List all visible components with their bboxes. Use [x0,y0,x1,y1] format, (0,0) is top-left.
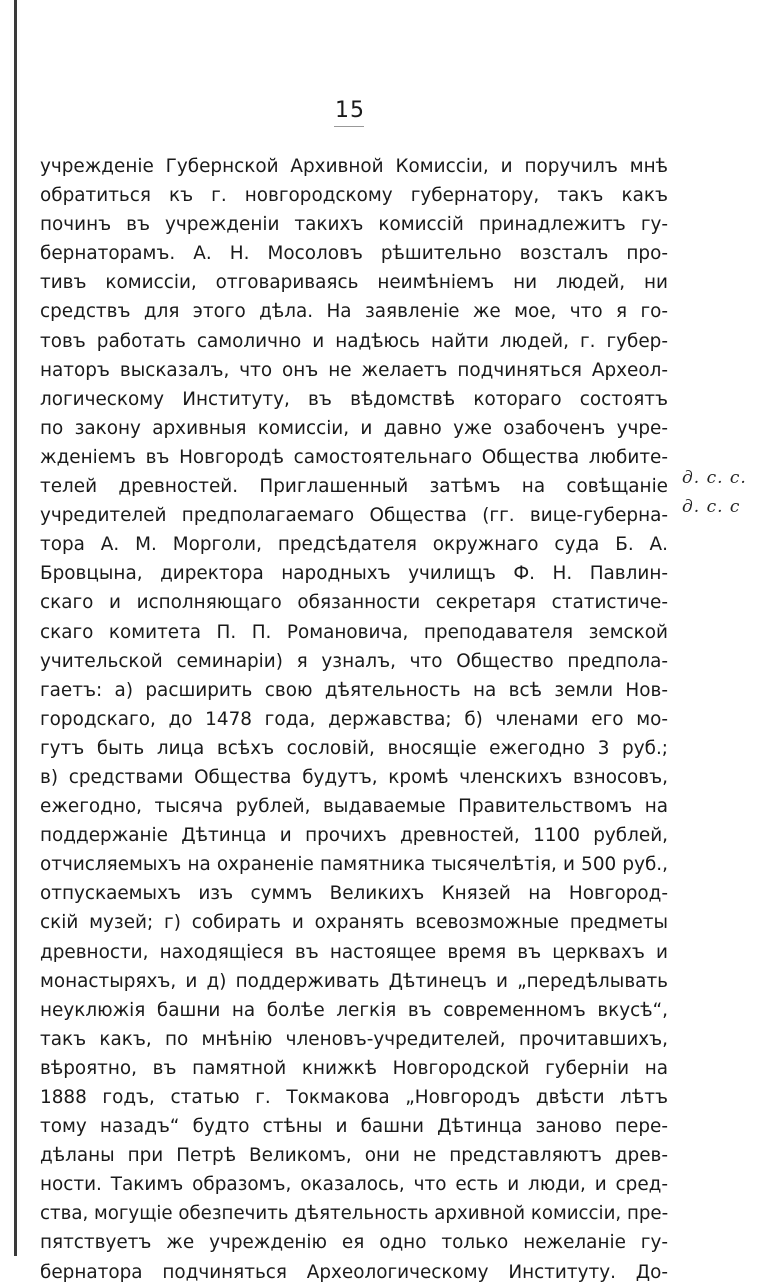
text-line: обратиться къ г. новгородскому губернатору, такъ какъ [40,185,668,207]
text-line: пятствуетъ же учрежденію ея одно только нежеланіе гу- [40,1232,668,1254]
margin-note: д. с. с. [682,468,747,488]
text-line: учительской семинаріи) я узналъ, что Общество предпола- [40,650,668,672]
text-line: товъ работать самолично и надѣюсь найти людей, г. губер- [40,330,668,352]
text-line: такъ какъ, по мнѣнію членовъ-учредителей, прочитавшихъ, [40,1028,668,1050]
body-text [40,152,668,1287]
text-line: дѣланы при Петрѣ Великомъ, они не представляютъ древ- [40,1145,668,1167]
text-line: тора А. М. Морголи, предсѣдателя окружнаго суда Б. А. [40,534,668,556]
text-line: ежегодно, тысяча рублей, выдаваемые Правительствомъ на [40,796,668,818]
text-line: ства, могущіе обезпечить дѣятельность архивной комиссіи, пре- [40,1203,669,1225]
text-line: 1888 годъ, статью г. Токмакова „Новгородъ двѣсти лѣтъ [40,1087,668,1108]
text-line: по закону архивныя комиссіи, и давно уже озабоченъ учре- [40,417,668,439]
text-line: ности. Такимъ образомъ, оказалось, что есть и люди, и сред- [40,1174,668,1196]
text-line: логическому Институту, въ вѣдомствѣ котораго состоятъ [40,388,668,410]
text-line: поддержаніе Дѣтинца и прочихъ древностей, 1100 рублей, [40,825,668,847]
text-line: скаго и исполняющаго обязанности секретаря статистиче- [40,592,668,614]
text-line: учрежденіе Губернской Архивной Комиссіи, и поручилъ мнѣ [40,156,668,177]
text-line: гутъ быть лица всѣхъ сословій, вносящіе ежегодно 3 руб.; [40,737,668,759]
text-line: в) средствами Общества будутъ, кромѣ членскихъ взносовъ, [40,766,668,788]
text-line: скаго комитета П. П. Романовича, преподавателя земской [40,621,668,643]
text-line: средствъ для этого дѣла. На заявленіе же мое, что я го- [40,301,668,323]
text-line: тому назадъ“ будто стѣны и башни Дѣтинца заново пере- [40,1116,668,1138]
scan-edge-line [14,0,17,1256]
text-line: бернатора подчиняться Археологическому Институту. До- [40,1261,668,1283]
text-line: жденіемъ въ Новгородѣ самостоятельнаго Общества любите- [40,446,668,468]
text-line: починъ въ учрежденіи такихъ комиссій принадлежитъ гу- [40,214,668,236]
text-line: Бровцына, директора народныхъ училищъ Ф. Н. Павлин- [40,563,668,585]
text-line: тивъ комиссіи, отговариваясь неимѣніемъ ни людей, ни [40,272,668,294]
text-line: телей древностей. Приглашенный затѣмъ на совѣщаніе [40,476,668,498]
text-line: бернаторамъ. А. Н. Мосоловъ рѣшительно возсталъ про- [40,243,668,265]
text-line: наторъ высказалъ, что онъ не желаетъ подчиняться Археол- [40,359,668,381]
text-line: древности, находящіеся въ настоящее время въ церквахъ и [40,941,668,963]
margin-note: д. с. с [682,497,741,517]
text-line: монастыряхъ, и д) поддерживать Дѣтинецъ и „передѣлывать [40,970,668,992]
page-number-underline [334,126,364,127]
text-line: неуклюжія башни на болѣе легкія въ современномъ вкусѣ“, [40,999,668,1021]
text-line: скій музей; г) собирать и охранять всевозможные предметы [40,912,668,934]
text-line: отчисляемыхъ на охраненіе памятника тысячелѣтія, и 500 руб., [40,854,668,876]
text-line: отпускаемыхъ изъ суммъ Великихъ Князей на Новгород- [40,883,668,905]
text-line: городскаго, до 1478 года, державства; б) членами его мо- [40,708,668,730]
text-line: вѣроятно, въ памятной книжкѣ Новгородской губерніи на [40,1057,668,1079]
page-number: 15 [335,98,365,123]
text-line: гаетъ: а) расширить свою дѣятельность на всѣ земли Нов- [40,679,668,701]
text-line: учредителей предполагаемаго Общества (гг. вице-губерна- [40,505,668,527]
